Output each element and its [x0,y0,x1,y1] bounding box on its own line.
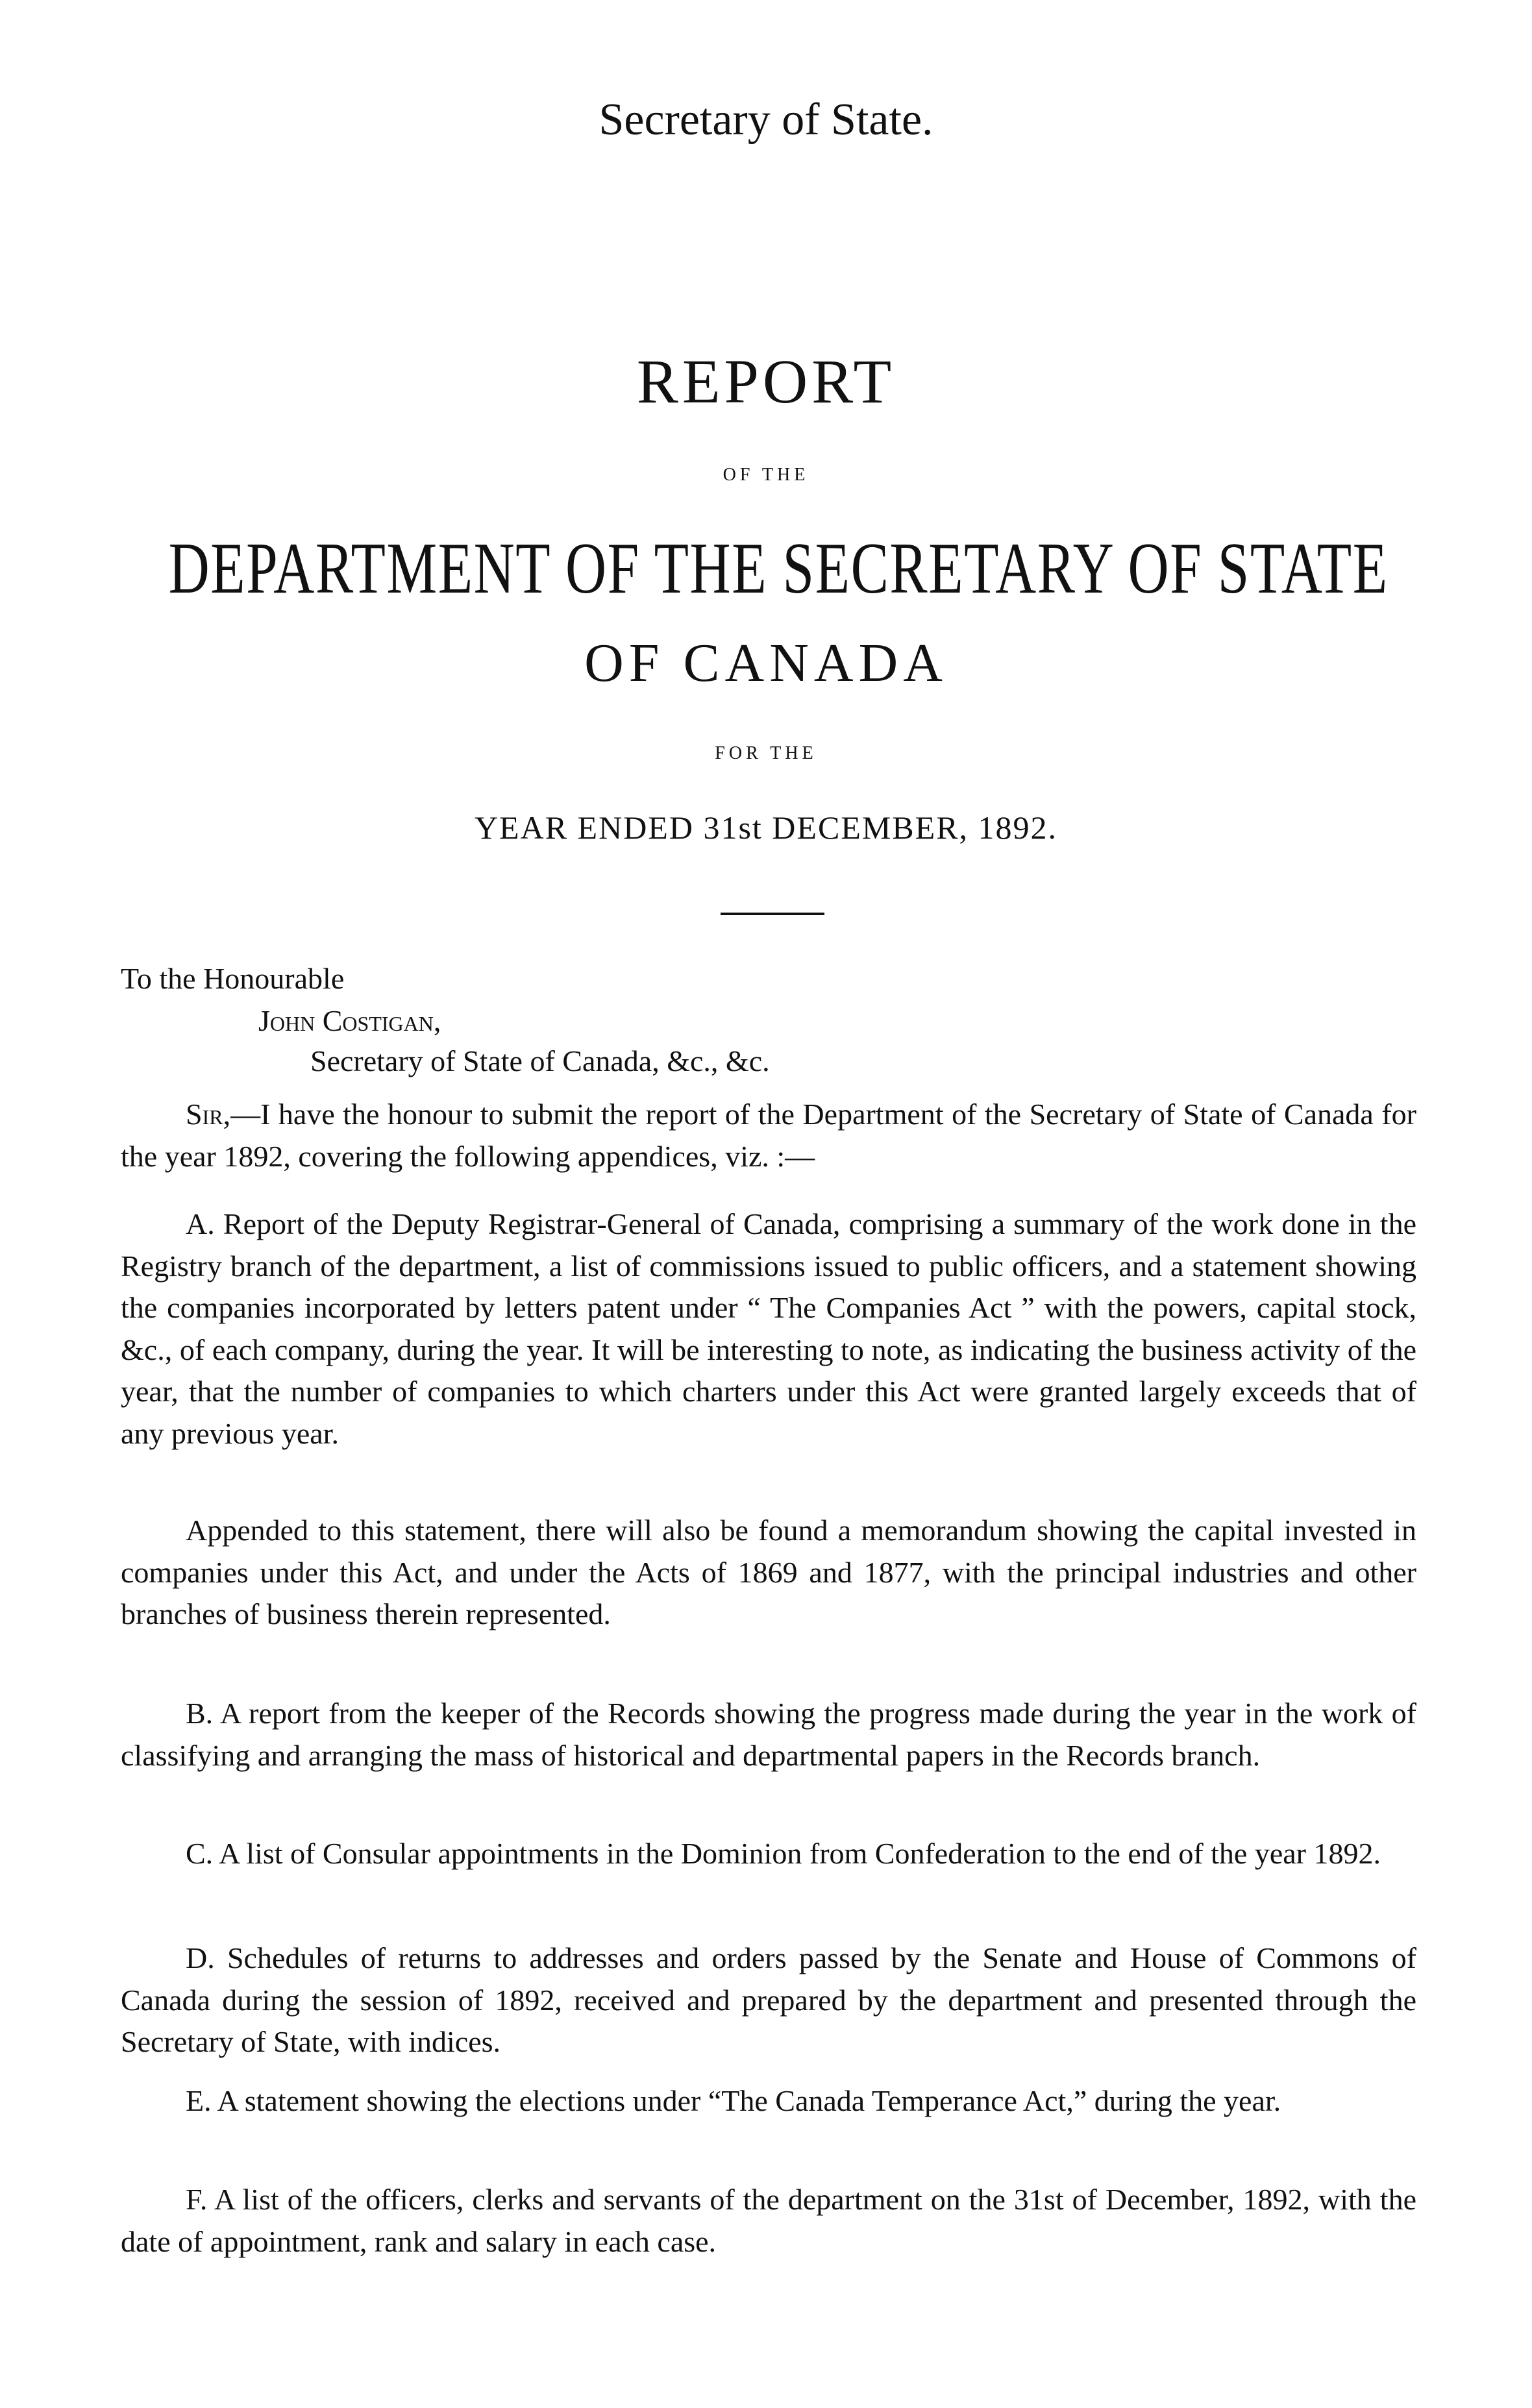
of-canada-line: OF CANADA [584,633,948,693]
paragraph-a [121,1203,1416,1455]
year-ended-line: YEAR ENDED 31st DECEMBER, 1892. [474,809,1058,846]
address-line-2: John Costigan, [258,1004,441,1037]
for-the-line: FOR THE [715,743,817,763]
paragraph-b-text: B. A report from the keeper of the Records showing the progress made during the year in the work of classifying and arranging the mass of historical and departmental papers in the Records branch. [121,1697,1416,1772]
paragraph-e [121,2080,1416,2122]
running-head: Secretary of State. [599,95,933,145]
paragraph-d [121,1937,1416,2063]
paragraph-c-text: C. A list of Consular appointments in the Dominion from Confederation to the end of the year 1892. [186,1837,1381,1870]
paragraph-appended-text: Appended to this statement, there will also be found a memorandum showing the capital invested in companies under this Act, and under the Acts of 1869 and 1877, with the principal industries and other branches of business therein represented. [121,1514,1416,1630]
paragraph-intro-text: —I have the honour to submit the report of the Department of the Secretary of State of Canada for the year 1892, covering the following appendices, viz. :— [121,1098,1416,1173]
paragraph-c [121,1833,1416,1875]
address-line-1: To the Honourable [121,962,345,995]
paragraph-a-text: A. Report of the Deputy Registrar-General of Canada, comprising a summary of the work done in the Registry branch of the department, a list of commissions issued to public officers, and a statement showing the companies incorporated by letters patent under “ The Companies Act ” with the powers, capital stock, &c., of each company, during the year. It will be interesting to note, as indicating the business activity of the year, that the number of companies to which charters under this Act were granted largely exceeds that of any previous year. [121,1207,1416,1450]
paragraph-appended [121,1510,1416,1636]
salutation: Sir, [186,1098,231,1131]
paragraph-b [121,1693,1416,1776]
paragraph-d-text: D. Schedules of returns to addresses and orders passed by the Senate and House of Commons of Canada during the session of 1892, received and prepared by the department and presented through the Secretary of State, with indices. [121,1941,1416,2058]
department-title: DEPARTMENT OF THE SECRETARY OF STATE [168,528,1389,609]
report-title: REPORT [636,347,896,416]
paragraph-f-text: F. A list of the officers, clerks and servants of the department on the 31st of December, 1892, with the date of appointment, rank and salary in each case. [121,2183,1416,2258]
separator-rule [721,913,824,915]
of-the-line: OF THE [723,465,809,485]
address-line-3: Secretary of State of Canada, &c., &c. [310,1044,770,1077]
paragraph-intro [121,1094,1416,1177]
paragraph-e-text: E. A statement showing the elections under “The Canada Temperance Act,” during the year. [186,2084,1281,2117]
paragraph-f [121,2179,1416,2263]
